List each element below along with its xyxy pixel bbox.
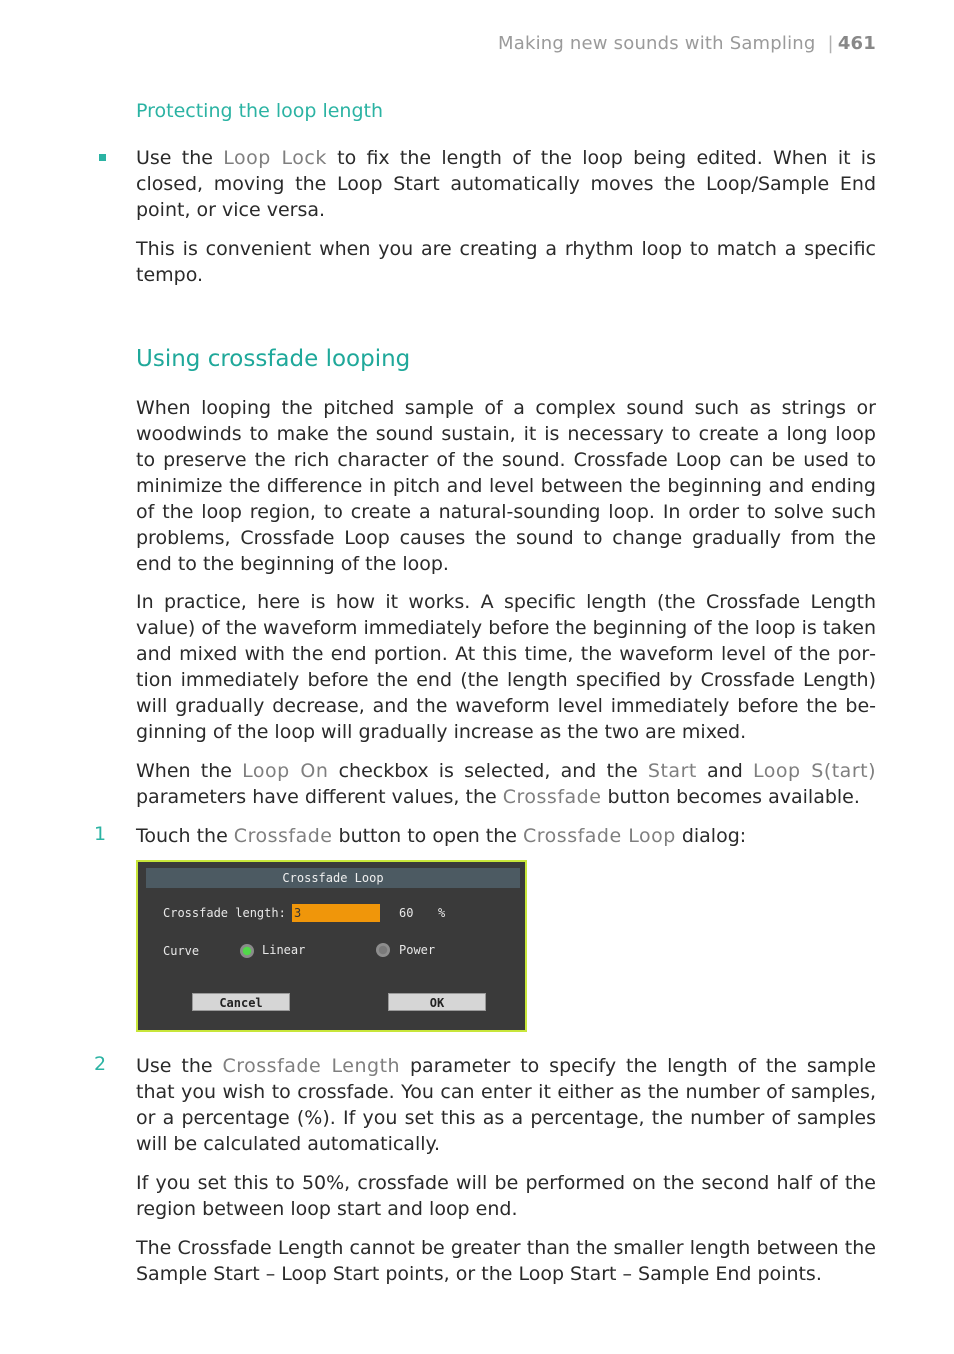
paragraph-fifty-percent: If you set this to 50%, crossfade will be performed on the second half of the region between loop start and loop end. [136,1172,876,1220]
text: parameter to specify the length of the sample that you wish to crossfade. You can enter it either as the number of samples, or a percentage (%). If you set this as a percentage, the number of samples will be calculated automatically. [136,1055,876,1155]
crossfade-loop-dialog [136,860,527,1032]
keyword-loop-on: Loop On [242,760,329,782]
keyword-loop-lock: Loop Lock [223,147,327,169]
paragraph-loop-lock [136,145,876,223]
text: button becomes available. [601,786,860,808]
step-number-1: 1 [94,823,107,845]
text: Use the [136,1055,223,1077]
keyword-crossfade-button: Crossfade [233,825,333,847]
text: button to open the [332,825,524,847]
text: and [696,760,753,782]
text: checkbox is selected, and the [328,760,648,782]
text: Touch the [136,825,234,847]
header-separator: | [827,33,834,54]
ok-button[interactable]: OK [388,993,486,1011]
percent-value[interactable]: 60 [399,906,414,920]
option-power-label[interactable]: Power [399,943,436,957]
running-header [498,33,876,54]
text: to fix the length of the loop being edited. When it is closed, moving the Loop Start automatically moves the Loop/Sample End point, or vice versa. [136,147,876,221]
curve-label: Curve [163,944,200,958]
dialog-title: Crossfade Loop [146,868,520,888]
crossfade-length-field[interactable]: 3 [292,904,380,922]
paragraph-length-limit: The Crossfade Length cannot be greater than the smaller length between the Sample Start – Loop Start points, or the Loop Start – Sample End points. [136,1237,876,1285]
keyword-crossfade-length: Crossfade Length [222,1055,401,1077]
crossfade-length-label: Crossfade length: [163,906,286,920]
page-number: 461 [837,33,876,54]
bullet-marker [99,154,106,161]
step-2-text [136,1053,876,1157]
heading-crossfade-looping: Using crossfade looping [136,346,411,372]
text: When the [136,760,243,782]
paragraph-how-it-works: In practice, here is how it works. A specific length (the Crossfade Length value) of the waveform immediately before the beginning of the loop is taken and mixed with the end portion. At this time, the waveform level of the portion immediately before the end (the length specified by Crossfade Length) will gradually decrease, and the waveform level immediately before the beginning of the loop will gradually increase as the two are mixed. [136,591,876,743]
keyword-loop-start: Loop S(tart) [753,760,876,782]
heading-protecting-loop-length: Protecting the loop length [136,100,384,122]
text: parameters have different values, the [136,786,503,808]
paragraph-loop-on [136,758,876,810]
step-number-2: 2 [94,1053,107,1075]
text: Use the [136,147,224,169]
option-linear-label[interactable]: Linear [262,943,306,957]
paragraph-convenient: This is convenient when you are creating a rhythm loop to match a specific tempo. [136,238,876,286]
radio-linear-icon[interactable] [240,944,254,958]
keyword-crossfade-loop: Crossfade Loop [523,825,676,847]
cancel-button[interactable]: Cancel [192,993,290,1011]
step-1-text [136,823,876,849]
percent-unit: % [438,906,446,920]
header-section-title: Making new sounds with Sampling [497,33,816,54]
text: dialog: [675,825,747,847]
keyword-start: Start [647,760,697,782]
keyword-crossfade: Crossfade [502,786,602,808]
paragraph-crossfade-intro: When looping the pitched sample of a complex sound such as strings or woodwinds to make the sound sustain, it is necessary to create a long loop to preserve the rich character of the sound. Crossfade Loop can be used to minimize the difference in pitch and level between the beginning and ending of the loop region, to create a natural-sounding loop. In order to solve such problems, Crossfade Loop causes the sound to change gradually from the end to the beginning of the loop. [136,397,876,575]
radio-power-icon[interactable] [376,943,390,957]
